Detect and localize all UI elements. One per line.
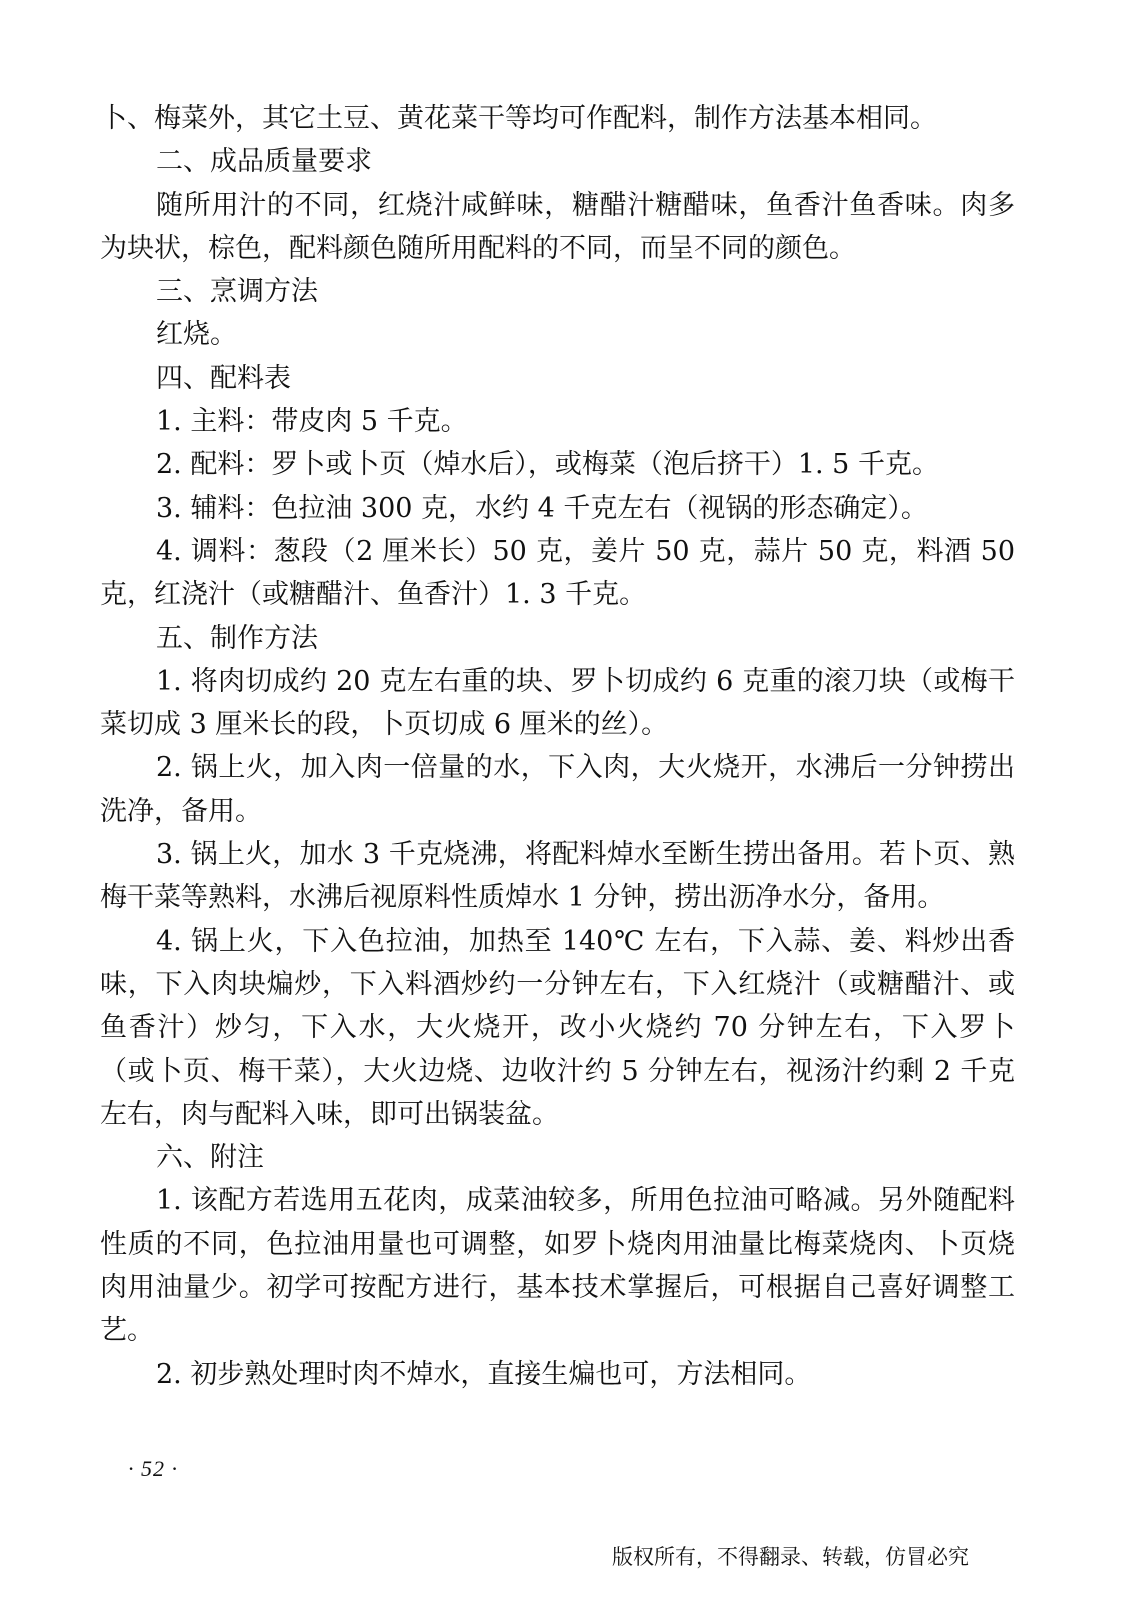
copyright-notice: 版权所有，不得翻录、转载，仿冒必究: [612, 1545, 969, 1569]
list-item: 1. 主料：带皮肉 5 千克。: [156, 406, 468, 438]
list-item: 2. 配料：罗卜或卜页（焯水后），或梅菜（泡后挤干）1. 5 千克。: [156, 449, 939, 481]
paragraph: 随所用汁的不同，红烧汁咸鲜味，糖醋汁糖醋味，鱼香汁鱼香味。肉多为块状，棕色，配料颜色随所用配料的不同，而呈不同的颜色。: [100, 189, 1015, 264]
section-heading-ingredients: 四、配料表: [156, 362, 291, 394]
paragraph: 红烧。: [156, 319, 237, 351]
list-item: 2. 初步熟处理时肉不焯水，直接生煸也可，方法相同。: [156, 1358, 812, 1390]
section-heading-notes: 六、附注: [156, 1142, 264, 1174]
list-item: 3. 辅料：色拉油 300 克，水约 4 千克左右（视锅的形态确定）。: [156, 492, 928, 524]
section-heading-method: 三、烹调方法: [156, 276, 318, 308]
list-item: 1. 将肉切成约 20 克左右重的块、罗卜切成约 6 克重的滚刀块（或梅干菜切成 3 厘米长的段，卜页切成 6 厘米的丝）。: [100, 665, 1015, 741]
paragraph: 卜、梅菜外，其它土豆、黄花菜干等均可作配料，制作方法基本相同。: [100, 103, 937, 134]
list-item: 2. 锅上火，加入肉一倍量的水，下入肉，大火烧开，水沸后一分钟捞出洗净，备用。: [100, 752, 1015, 827]
list-item: 4. 调料：葱段（2 厘米长）50 克，姜片 50 克，蒜片 50 克，料酒 50 克，红浇汁（或糖醋汁、鱼香汁）1. 3 千克。: [100, 535, 1015, 611]
list-item: 4. 锅上火，下入色拉油，加热至 140℃ 左右，下入蒜、姜、料炒出香味，下入肉块煸炒，下入料酒炒约一分钟左右，下入红烧汁（或糖醋汁、或鱼香汁）炒匀，下入水，大火烧开，改小火烧约 70 分钟左右，下入罗卜（或卜页、梅干菜），大火边烧、边收汁约 5 分钟左右，视汤汁约剩 2 千克左右，肉与配料入味，即可出锅装盆。: [100, 925, 1015, 1130]
list-item: 1. 该配方若选用五花肉，成菜油较多，所用色拉油可略减。另外随配料性质的不同，色拉油用量也可调整，如罗卜烧肉用油量比梅菜烧肉、卜页烧肉用油量少。初学可按配方进行，基本技术掌握后，可根据自己喜好调整工艺。: [100, 1185, 1015, 1347]
section-heading-quality: 二、成品质量要求: [156, 146, 372, 178]
page-number: · 52 ·: [128, 1456, 178, 1481]
page-body: [100, 97, 1015, 1396]
section-heading-procedure: 五、制作方法: [156, 622, 318, 654]
list-item: 3. 锅上火，加水 3 千克烧沸，将配料焯水至断生捞出备用。若卜页、熟梅干菜等熟料，水沸后视原料性质焯水 1 分钟，捞出沥净水分，备用。: [100, 839, 1015, 914]
